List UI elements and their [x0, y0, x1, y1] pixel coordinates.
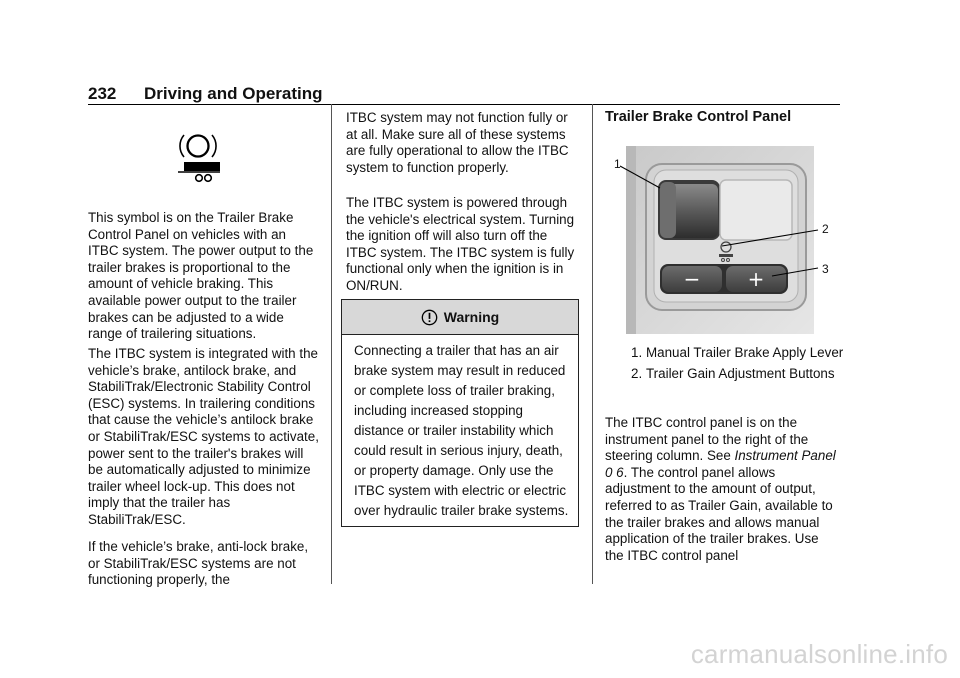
header-rule [88, 104, 840, 105]
exclamation-circle-icon [421, 309, 438, 326]
trailer-brake-power-icon [174, 126, 226, 186]
caption-item: 2. Trailer Gain Adjustment Buttons [631, 365, 835, 381]
page-header [88, 84, 840, 104]
instrument-panel-link[interactable]: Instrument Panel [734, 448, 836, 464]
warning-header [342, 300, 578, 335]
page-reference: 0 6 [605, 464, 624, 480]
left-paragraph-2: The ITBC system is integrated with the vehicle’s brake, antilock brake, and StabiliTrak/Electronic Stability Control (ESC) systems. In trailering conditions that cause the vehicle’s antilock brake or StabiliTrak/ESC systems to activate, power sent to the trailer's brakes will be automatically adjusted to minimize trailer wheel lock-up. This does not imply that the trailer has StabiliTrak/ESC. [88, 346, 319, 527]
callout-1: 1 [614, 157, 621, 171]
middle-paragraph-1: ITBC system may not function fully or at all. Make sure all of these systems are fully operational to allow the ITBC system to function properly. [346, 110, 569, 175]
left-paragraph-3: If the vehicle’s brake, anti-lock brake, or StabiliTrak/ESC systems are not functioning properly, the [88, 539, 309, 588]
section-title: Driving and Operating [144, 84, 323, 103]
right-paragraph: The ITBC control panel is on the instrument panel to the right of the steering column. See Instrument Panel 0 6. The control panel allows adjustment to the amount of output, referred to as Trailer Gain, available to the trailer brakes and allows manual application of the trailer brakes. Use the ITBC control panel [605, 415, 836, 563]
panel-heading: Trailer Brake Control Panel [605, 109, 792, 125]
middle-paragraph-2: The ITBC system is powered through the vehicle's electrical system. Turning the ignition off will also turn off the ITBC system. The ITBC system is fully functional only when the ignition is in ON/RUN. [346, 195, 575, 293]
warning-text: Connecting a trailer that has an air brake system may result in reduced or complete loss of trailer braking, including increased stopping distance or trailer instability which could result in serious injury, death, or property damage. Only use the ITBC system with electric or electric over hydraulic trailer brake systems. [354, 343, 569, 518]
warning-box [341, 299, 579, 527]
column-divider-right [592, 104, 593, 584]
watermark: carmanualsonline.info [690, 639, 948, 669]
minus-button-label: − [683, 267, 701, 291]
warning-title: Warning [443, 309, 500, 325]
left-paragraph-1: This symbol is on the Trailer Brake Control Panel on vehicles with an ITBC system. The power output to the trailer brakes is proportional to the amount of vehicle braking. This available power output to the trailer brakes can be adjusted to a wide range of trailering situations. [88, 210, 314, 342]
callout-leader-lines [600, 150, 830, 290]
column-divider-left [331, 104, 332, 584]
plus-button-label: + [747, 267, 765, 291]
page-number: 232 [88, 84, 117, 103]
callout-2: 2 [822, 222, 829, 236]
caption-list [605, 345, 845, 386]
caption-item: 1. Manual Trailer Brake Apply Lever [631, 345, 844, 360]
callout-3: 3 [822, 262, 829, 276]
